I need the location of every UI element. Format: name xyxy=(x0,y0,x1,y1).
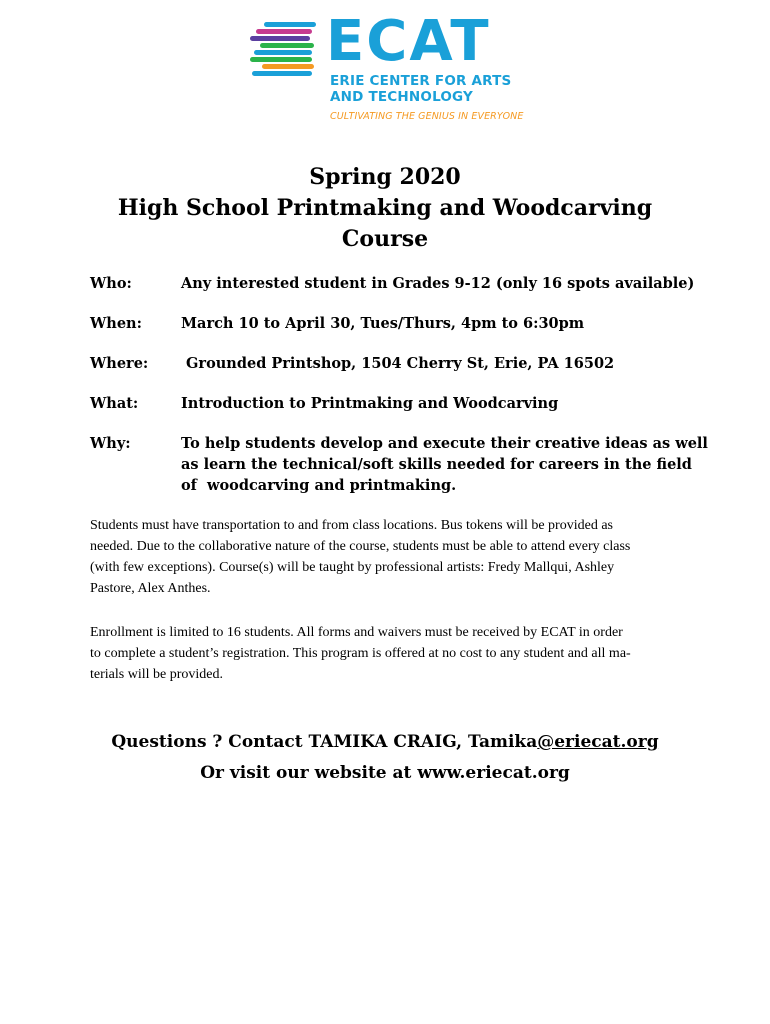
logo-stripes-icon xyxy=(250,20,326,80)
transportation-paragraph xyxy=(90,515,690,599)
contact-block xyxy=(0,727,770,789)
detail-label: Who: xyxy=(90,275,132,292)
detail-label: Why: xyxy=(90,435,131,452)
paragraph-line: Enrollment is limited to 16 students. All forms and waivers must be received by ECAT in order xyxy=(90,625,623,640)
title-line3: Course xyxy=(341,226,429,252)
document-title xyxy=(0,162,770,255)
logo-wordmark: ECAT xyxy=(326,9,491,74)
detail-label: Where: xyxy=(90,355,149,372)
why-line1: To help students develop and execute their creative ideas as well xyxy=(181,435,708,452)
detail-value: Grounded Printshop, 1504 Cherry St, Erie, PA 16502 xyxy=(181,355,615,372)
website-line: Or visit our website at www.eriecat.org xyxy=(200,763,570,783)
detail-label: When: xyxy=(90,315,142,332)
title-line1: Spring 2020 xyxy=(309,164,461,190)
why-line2: as learn the technical/soft skills needed for careers in the field xyxy=(181,456,692,473)
email-link[interactable]: @eriecat.org xyxy=(537,732,659,752)
detail-label: What: xyxy=(90,395,139,412)
paragraph-line: Students must have transportation to and from class locations. Bus tokens will be provided as xyxy=(90,518,613,533)
ecat-logo xyxy=(250,9,524,126)
contact-line1 xyxy=(0,727,770,758)
detail-value: Any interested student in Grades 9-12 (only 16 spots available) xyxy=(181,275,695,292)
paragraph-line: needed. Due to the collaborative nature of the course, students must be able to attend every class xyxy=(90,539,631,554)
detail-value: Introduction to Printmaking and Woodcarving xyxy=(181,395,559,412)
logo-tagline: CULTIVATING THE GENIUS IN EVERYONE xyxy=(330,111,524,122)
detail-value: March 10 to April 30, Tues/Thurs, 4pm to 6:30pm xyxy=(181,315,585,332)
paragraph-line: to complete a student’s registration. This program is offered at no cost to any student and all ma- xyxy=(90,646,631,661)
paragraph-line: Pastore, Alex Anthes. xyxy=(90,581,211,596)
contact-text: Questions ? Contact TAMIKA CRAIG, Tamika xyxy=(111,732,538,752)
logo-subtitle-line2: AND TECHNOLOGY xyxy=(330,89,474,105)
detail-value xyxy=(181,433,708,496)
why-line3: of woodcarving and printmaking. xyxy=(181,477,457,494)
title-line2: High School Printmaking and Woodcarving xyxy=(117,195,653,221)
logo-subtitle-line1: ERIE CENTER FOR ARTS xyxy=(330,73,512,89)
logo-subtitle xyxy=(330,73,511,105)
paragraph-line: (with few exceptions). Course(s) will be taught by professional artists: Fredy Mallqui, Ashley xyxy=(90,560,615,575)
paragraph-line: terials will be provided. xyxy=(90,667,223,682)
enrollment-paragraph xyxy=(90,622,690,685)
